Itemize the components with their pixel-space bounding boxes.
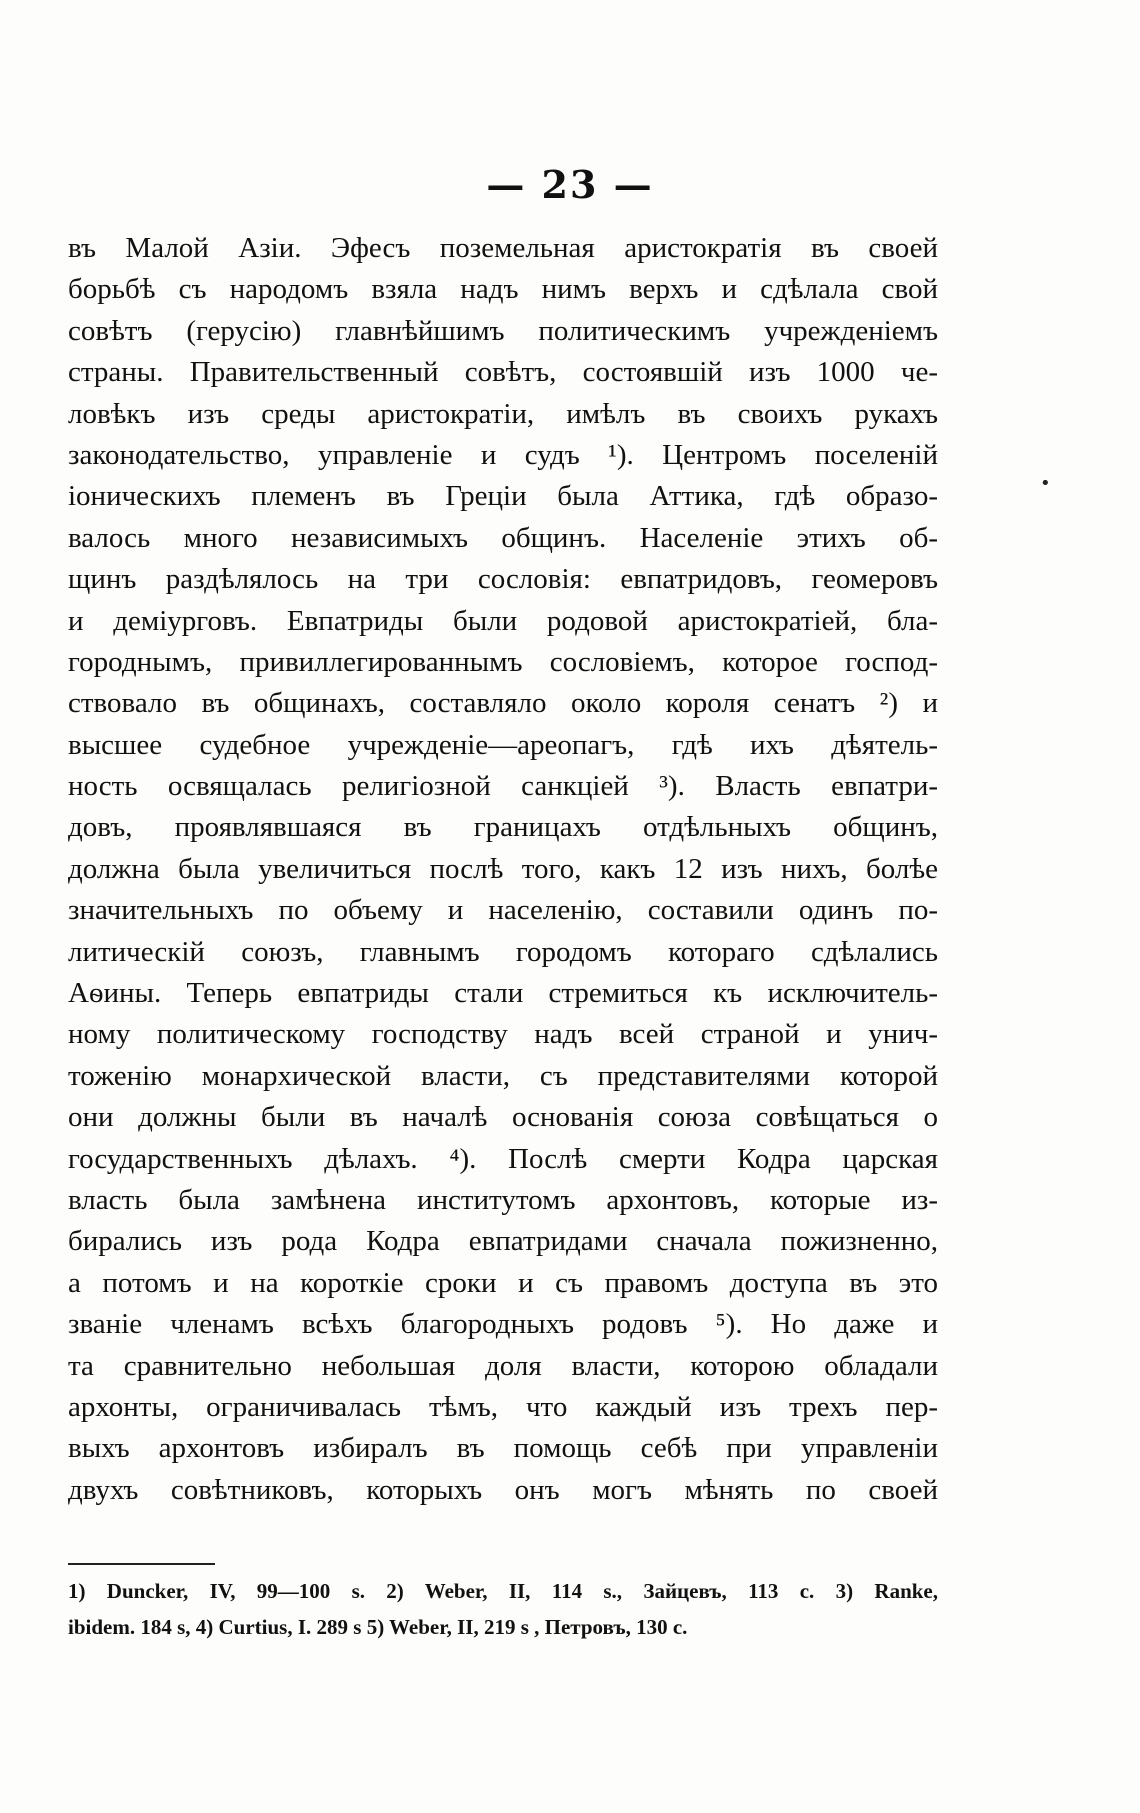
body-line: архонты, ограничивалась тѣмъ, что каждый изъ трехъ пер- bbox=[68, 1390, 938, 1423]
body-line: довъ, проявлявшаяся въ границахъ отдѣльныхъ общинъ, bbox=[68, 811, 938, 844]
body-line: городнымъ, привиллегированнымъ сословіемъ, которое господ- bbox=[68, 645, 938, 678]
body-line: валось много независимыхъ общинъ. Населеніе этихъ об- bbox=[68, 521, 938, 554]
body-line: страны. Правительственный совѣтъ, состоявшій изъ 1000 че- bbox=[68, 356, 938, 389]
footnote-line: 1) Duncker, IV, 99—100 s. 2) Weber, II, 114 s., Зайцевъ, 113 с. 3) Ranke, bbox=[68, 1579, 938, 1603]
body-line: щинъ раздѣлялось на три сословія: евпатридовъ, геомеровъ bbox=[68, 563, 938, 596]
margin-mark: • bbox=[1040, 473, 1051, 494]
footnotes bbox=[68, 1573, 938, 1645]
body-line: они должны были въ началѣ основанія союза совѣщаться о bbox=[68, 1101, 938, 1134]
body-line: борьбѣ съ народомъ взяла надъ нимъ верхъ и сдѣлала свой bbox=[68, 273, 938, 306]
body-line: ловѣкъ изъ среды аристократіи, имѣлъ въ своихъ рукахъ bbox=[68, 397, 938, 430]
body-line: государственныхъ дѣлахъ. ⁴). Послѣ смерти Кодра царская bbox=[68, 1142, 938, 1175]
body-line: должна была увеличиться послѣ того, какъ 12 изъ нихъ, болѣе bbox=[68, 852, 938, 885]
body-line: бирались изъ рода Кодра евпатридами сначала пожизненно, bbox=[68, 1225, 938, 1258]
body-line: тоженію монархической власти, съ представителями которой bbox=[68, 1059, 938, 1092]
body-line: въ Малой Азіи. Эфесъ поземельная аристократія въ своей bbox=[68, 232, 938, 264]
body-line: выхъ архонтовъ избиралъ въ помощь себѣ при управленіи bbox=[68, 1432, 938, 1465]
body-line: іоническихъ племенъ въ Греціи была Аттика, гдѣ образо- bbox=[68, 480, 938, 513]
body-line: ствовало въ общинахъ, составляло около короля сенатъ ²) и bbox=[68, 687, 938, 720]
body-line: совѣтъ (герусію) главнѣйшимъ политическимъ учрежденіемъ bbox=[68, 314, 938, 347]
body-line: и деміурговъ. Евпатриды были родовой аристократіей, бла- bbox=[68, 604, 938, 637]
body-line: законодательство, управленіе и судъ ¹). Центромъ поселеній bbox=[68, 438, 938, 471]
page-number: — 23 — bbox=[486, 162, 654, 207]
footnote-line: ibidem. 184 s, 4) Curtius, I. 289 s 5) Weber, II, 219 s , Петровъ, 130 с. bbox=[68, 1615, 688, 1639]
body-line: Аѳины. Теперь евпатриды стали стремиться къ исключитель- bbox=[68, 977, 938, 1010]
body-line: а потомъ и на короткіе сроки и съ правомъ доступа въ это bbox=[68, 1266, 938, 1299]
body-line: двухъ совѣтниковъ, которыхъ онъ могъ мѣнять по своей bbox=[68, 1473, 938, 1506]
body-line: высшее судебное учрежденіе—ареопагъ, гдѣ ихъ дѣятель- bbox=[68, 728, 938, 761]
footnote-divider bbox=[68, 1563, 215, 1565]
body-line: значительныхъ по объему и населенію, составили одинъ по- bbox=[68, 894, 938, 927]
body-line: званіе членамъ всѣхъ благородныхъ родовъ ⁵). Но даже и bbox=[68, 1308, 938, 1341]
body-line: ному политическому господству надъ всей страной и унич- bbox=[68, 1018, 938, 1051]
body-text bbox=[68, 228, 938, 1511]
body-line: та сравнительно небольшая доля власти, которою обладали bbox=[68, 1349, 938, 1382]
body-line: власть была замѣнена институтомъ архонтовъ, которые из- bbox=[68, 1183, 938, 1216]
body-line: литическій союзъ, главнымъ городомъ котораго сдѣлались bbox=[68, 935, 938, 968]
body-line: ность освящалась религіозной санкціей ³). Власть евпатри- bbox=[68, 770, 938, 803]
